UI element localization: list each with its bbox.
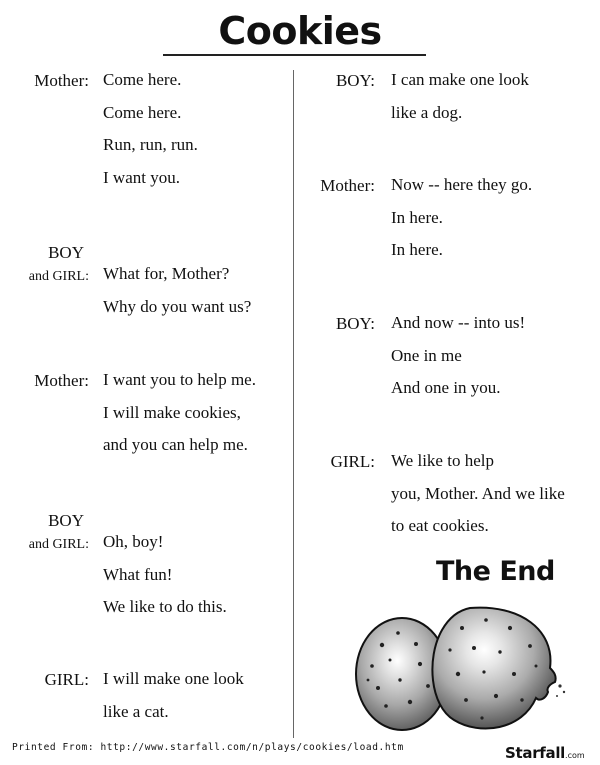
- cookies-illustration: [350, 600, 575, 738]
- speaker-label: BOY:: [335, 71, 375, 90]
- speaker-label: and GIRL:: [28, 537, 89, 552]
- speaker-label: GIRL:: [44, 670, 89, 689]
- dialogue-line: I can make one look: [391, 70, 529, 89]
- dialogue-lines: [391, 169, 532, 267]
- dialogue-lines: [103, 258, 251, 323]
- dialogue-line: What fun!: [103, 564, 173, 584]
- dialogue-line: I will make cookies,: [103, 402, 241, 422]
- dialogue-lines: [103, 64, 198, 194]
- dialogue-lines: [103, 663, 244, 728]
- dialogue-line: like a cat.: [103, 701, 169, 721]
- dialogue-line: We like to help: [391, 451, 494, 470]
- starfall-logo: Starfall.com: [505, 744, 585, 762]
- dialogue-line: Come here.: [103, 102, 182, 122]
- dialogue-line: What for, Mother?: [103, 264, 230, 283]
- dialogue-line: and you can help me.: [103, 435, 248, 454]
- speaker-label: and GIRL:: [28, 269, 89, 284]
- dialogue-line: to eat cookies.: [391, 516, 489, 535]
- title-underline: [163, 54, 426, 56]
- dialogue-line: And one in you.: [391, 378, 501, 397]
- dialogue-lines: [103, 364, 256, 462]
- dialogue-line: like a dog.: [391, 102, 463, 122]
- dialogue-lines: [103, 526, 227, 624]
- printed-from-url: Printed From: http://www.starfall.com/n/plays/cookies/load.htm: [12, 742, 404, 753]
- dialogue-line: And now -- into us!: [391, 313, 526, 332]
- speaker-label: BOY:: [335, 314, 375, 333]
- dialogue-line: you, Mother. And we like: [391, 483, 565, 503]
- speaker-label: Mother:: [34, 371, 89, 390]
- dialogue-line: We like to do this.: [103, 597, 227, 616]
- the-end-heading: The End: [436, 556, 555, 587]
- dialogue-line: In here.: [391, 240, 443, 259]
- dialogue-lines: [391, 445, 565, 543]
- dialogue-lines: [391, 307, 525, 405]
- column-divider: [293, 70, 294, 738]
- dialogue-line: I want you to help me.: [103, 370, 256, 389]
- dialogue-line: In here.: [391, 207, 443, 227]
- speaker-label: Mother:: [320, 176, 375, 195]
- dialogue-line: Now -- here they go.: [391, 175, 533, 194]
- dialogue-line: I will make one look: [103, 669, 244, 688]
- speaker-label: BOY: [48, 243, 84, 262]
- speaker-label: BOY: [48, 511, 84, 530]
- speaker-label: Mother:: [34, 71, 89, 90]
- dialogue-line: Oh, boy!: [103, 532, 164, 551]
- dialogue-line: Why do you want us?: [103, 296, 252, 316]
- dialogue-line: Run, run, run.: [103, 135, 198, 154]
- dialogue-line: I want you.: [103, 167, 180, 187]
- dialogue-line: One in me: [391, 345, 462, 365]
- dialogue-line: Come here.: [103, 70, 182, 89]
- speaker-label: GIRL:: [330, 452, 375, 471]
- dialogue-lines: [391, 64, 529, 129]
- page-title: Cookies: [218, 9, 382, 53]
